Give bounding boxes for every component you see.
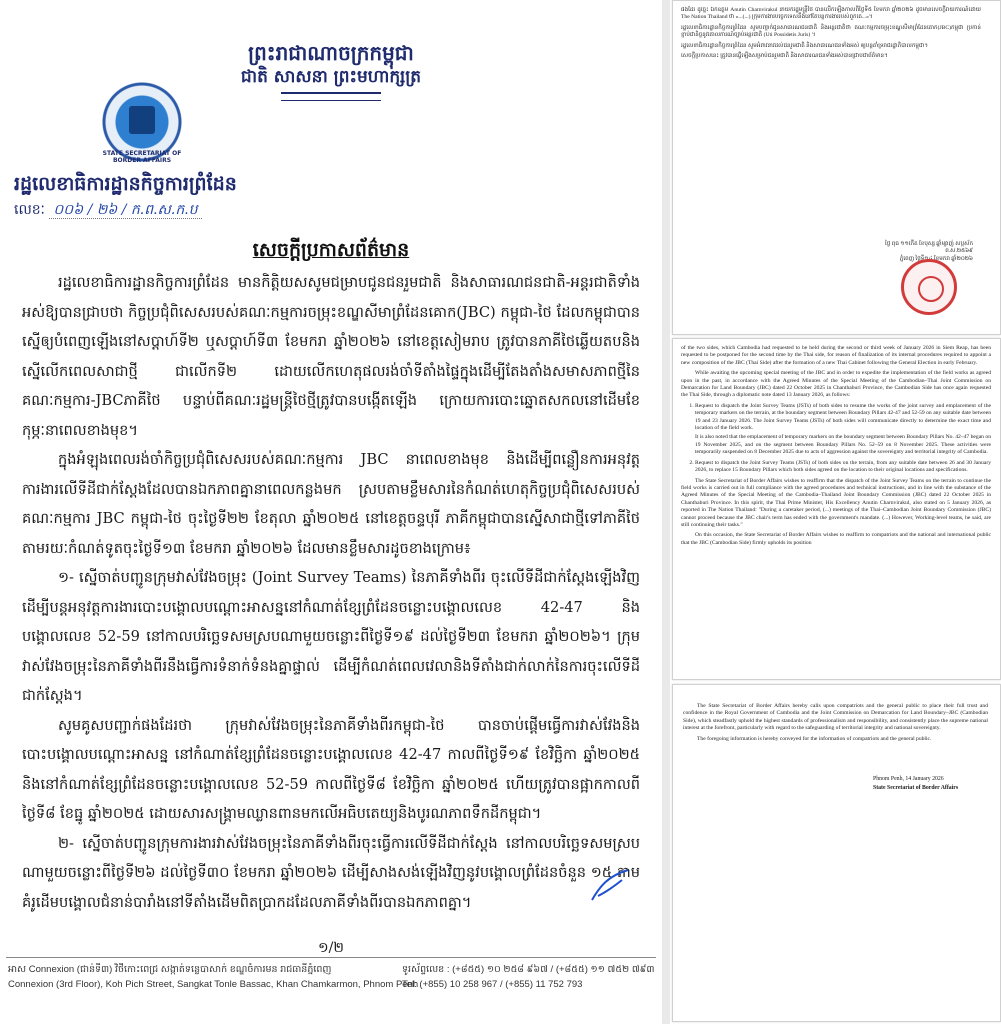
thumbnail-paragraph: សេចក្តីប្រកាសនេះ ត្រូវបានធ្វើឡើងសម្រាប់ជនរួមជាតិ និងសាធារណជនទាំងអស់បានជ្រាបជាព័ត៌មាន។ <box>681 53 888 60</box>
reference-number <box>14 200 202 221</box>
footer-phone-english: Tel: (+855) 10 258 967 / (+855) 11 752 793 <box>402 979 583 990</box>
list-item-note: It is also noted that the emplacement of temporary markers on the boundary segment between Boundary Pillars No. 42–47 began on 19 November 2025, and on the segment between Boundary Pillars No. 52–59 on 8 November 2025. These activities were temporarily suspended on 8 December 2025 due to acts of aggression against the sovereignty and territorial integrity of Cambodia. <box>695 434 991 456</box>
thumbnail-paragraph: ផងដែរ ដូច្នេះ ឯកឧត្តម Anutin Charnvirakul នាយករដ្ឋមន្ត្រីថៃ បានលើកឡើងកាលពីថ្ងៃទី៥ ខែមករា ឆ្នាំ២០២៦ ដូចមានសេចក្តីរាយការណ៍ដោយ The Nation Thailand ថា «...(...) ក្រុមការងារបច្ចេកទេសនឹងនៅតែបន្តការងាររបស់ពួកគេ...»។ <box>681 7 981 21</box>
page-gutter <box>662 0 670 1024</box>
footer-address <box>8 962 418 992</box>
place-date: Phnom Penh, 14 January 2026 <box>873 776 944 782</box>
body-paragraph: ២- ស្នើចាត់បញ្ជូនក្រុមការងារវាស់វែងចម្រុះនៃភាគីទាំងពីរចុះធ្វើការលើទីដីជាក់ស្តែង នៅកាលបរិច្ឆេទសមស្របណាមួយចន្លោះពីថ្ងៃទី២៦ ដល់ថ្ងៃទី៣០ ខែមករា ឆ្នាំ២០២៦ ដើម្បីសាងសង់ឡើងវិញនូវបង្គោលព្រំដែនចំនួន ១៥ តាមគំរូដើមបង្គោលជំនាន់បារាំងនៅទីតាំងដើមពិតប្រាកដដែលភាគីទាំងពីរបានឯកភាពគ្នា។ <box>22 834 640 911</box>
official-stamp-icon <box>901 259 957 315</box>
body-paragraph: ១- ស្នើចាត់បញ្ជូនក្រុមវាស់វែងចម្រុះ (Joint Survey Teams) នៃភាគីទាំងពីរ ចុះលើទីដីជាក់ស្តែងឡើងវិញ ដើម្បីបន្តអនុវត្តការងារបោះបង្គោលបណ្តោះអាសន្ននៅកំណាត់ខ្សែព្រំដែនចន្លោះបង្គោលលេខ 42-47 និងបង្គោលលេខ 52-59 នៅកាលបរិច្ឆេទសមស្របណាមួយចន្លោះពីថ្ងៃទី១៩ ដល់ថ្ងៃទី២៣ ខែមករា ឆ្នាំ២០២៦។ ក្រុមវាស់វែងចម្រុះនៃភាគីទាំងពីរនឹងធ្វើការទំនាក់ទំនងគ្នាផ្ទាល់ ដើម្បីកំណត់ពេលវេលានិងទីតាំងជាក់លាក់នៃការចុះលើទីដីជាក់ស្តែង។ <box>22 569 640 704</box>
page-title: សេចក្តីប្រកាសព័ត៌មាន <box>252 239 410 261</box>
thumbnail-english-page-1 <box>672 338 1001 680</box>
seal-emblem-icon <box>129 106 155 134</box>
place-date: ភ្នំពេញ ថ្ងៃទី១៤ ខែមករា ឆ្នាំ២០២៦ <box>899 255 973 262</box>
footer-divider <box>6 957 656 958</box>
footer-address-khmer: អាស Connexion (ជាន់ទី៣) វិថីកោះពេជ្រ សង្កាត់ទន្លេបាសាក់ ខណ្ឌចំការមន រាជធានីភ្នំពេញ <box>8 964 332 975</box>
body-paragraph: រដ្ឋលេខាធិការដ្ឋានកិច្ចការព្រំដែន មានកិត្តិយសសូមជម្រាបជូនជនរួមជាតិ និងសាធារណជនជាតិ-អន្តរជាតិទាំងអស់ឱ្យបានជ្រាបថា កិច្ចប្រជុំពិសេសរបស់គណៈកម្មការចម្រុះខណ្ឌសីមាព្រំដែនគោក(JBC) កម្ពុជា-ថៃ ដែលកម្ពុជាបានស្នើឲ្យបំពេញឡើងនៅសប្តាហ៍ទី២ ឬសប្តាហ៍ទី៣ ខែមករា ឆ្នាំ២០២៦ នៅខេត្តសៀមរាប ត្រូវបានភាគីថៃឆ្លើយតបនិងស្នើលើកពេលសាជាថ្មី ជាលើកទី២ ដោយលើកហេតុផលរង់ចាំទីតាំងផ្ទៃក្នុងដើម្បីតែងតាំងសមាសភាពថ្មីនៃគណៈកម្មការ-JBCភាគីថៃ បន្ទាប់ពីគណៈរដ្ឋមន្ត្រីថៃថ្មីត្រូវបានបង្កើតឡើង ក្រោយការបោះឆ្នោតសកលនៅដើមខែកុម្ភៈនាពេលខាងមុខ។ <box>22 274 640 439</box>
thumbnail-paragraph: The State Secretariat of Border Affairs hereby calls upon compatriots and the general public to place their full trust and confidence in the Royal Government of Cambodia and the Joint Commission on Demarcation for Land Boundary–JBC (Cambodian Side), which steadfastly uphold the highest standards of professionalism and responsibility, and consistently place the supreme national interest at the forefront, particularly with regard to the safeguarding of territorial integrity and national sovereignty. <box>683 703 988 732</box>
list-item-text: Request to dispatch the Joint Survey Teams (JSTs) of both sides to resume the works of the joint survey and emplacement of the temporary markers on the terrain, at the boundary segment between Boundary Pillars 42-47 and 52-59 on any suitable date between 19 and 23 January 2026. The Joint Survey Teams (JSTs) of both sides will communicate directly to determine the exact time and location of the field work. <box>695 402 991 432</box>
footer-phone <box>402 962 655 992</box>
heading-ornament <box>281 92 381 101</box>
thumbnail-text <box>683 703 988 746</box>
request-list <box>681 403 991 475</box>
thumbnail-khmer-page-2 <box>672 0 1001 335</box>
list-item <box>695 460 991 475</box>
thumbnail-paragraph: of the two sides, which Cambodia had requested to be held during the second or third week of January 2026 in Siem Reap, has been requested to be postponed for the second time by the Thai side, for reason of finalization of its internal procedures required to appoint a new composition of the JBC (Thai Side) after the formation of a new Thai Cabinet following the General Election in early February. <box>681 345 991 366</box>
kingdom-heading: ព្រះរាជាណាចក្រកម្ពុជា <box>248 41 414 65</box>
signature-block <box>873 775 958 793</box>
list-item-text: Request to dispatch the Joint Survey Teams (JSTs) of both sides on the terrain, from any suitable date between 26 and 30 January 2026, to replace 15 Boundary Pillars which both sides agreed on the location to their original locations and specifications. <box>695 459 991 474</box>
thumbnail-paragraph: While awaiting the upcoming special meeting of the JBC and in order to expedite the implementation of the field works as agreed upon in the past, in accordance with the Agreed Minutes of the Special Meeting of the Cambodian–Thai Joint Commission on Demarcation for Land Boundary (JBC) dated 22 October 2025 in Chanthaburi Province, the Cambodian Side has once again requested the Thai Side, through a diplomatic note dated 13 January 2026, as follows: <box>681 370 991 399</box>
body-paragraph: សូមគូសបញ្ជាក់ផងដែរថា ក្រុមវាស់វែងចម្រុះនៃភាគីទាំងពីរកម្ពុជា-ថៃ បានចាប់ផ្តើមធ្វើការវាស់វែងនិងបោះបង្គោលបណ្តោះអាសន្ន នៅកំណាត់ខ្សែព្រំដែនចន្លោះបង្គោលលេខ 42-47 កាលពីថ្ងៃទី១៩ ខែវិច្ឆិកា ឆ្នាំ២០២៥ និងនៅកំណាត់ខ្សែព្រំដែនចន្លោះបង្គោលលេខ 52-59 កាលពីថ្ងៃទី៨ ខែវិច្ឆិកា ឆ្នាំ២០២៥ ហើយត្រូវបានផ្អាកកាលពីថ្ងៃទី៨ ខែធ្នូ ឆ្នាំ២០២៥ ដោយសារសង្គ្រាមឈ្លានពានមកលើអធិបតេយ្យនិងបូរណភាពទឹកដីកម្ពុជា។ <box>22 716 640 822</box>
thumbnail-text <box>681 345 991 550</box>
initials-signature <box>588 866 632 906</box>
thumbnail-paragraph: រដ្ឋលេខាធិការដ្ឋានកិច្ចការព្រំដែន សូមបញ្ជាក់ជូនសាធារណជនជាតិ និងអន្តរជាតិថា គណៈកម្មការចម្រុះខណ្ឌសីមាព្រំដែនគោក(JBC)កម្ពុជា ប្រកាន់ខ្ជាប់ជានិច្ចនូវគោលការណ៍ច្បាប់អន្តរជាតិ (Uti Possidetis Juris) ។ <box>681 24 981 39</box>
document-body <box>22 268 640 917</box>
thumbnail-english-page-2 <box>672 684 1001 1022</box>
body-paragraph: ក្នុងអំឡុងពេលរង់ចាំកិច្ចប្រជុំពិសេសរបស់គណៈកម្មការ JBC នាពេលខាងមុខ និងដើម្បីពន្លឿនការអនុវត្តការងារលើទីដីជាក់ស្តែងដែលបានឯកភាពគ្នានាពេលកន្លងមក ស្របតាមខ្លឹមសារនៃកំណត់ហេតុកិច្ចប្រជុំពិសេសរបស់គណៈកម្មការ JBC កម្ពុជា-ថៃ ចុះថ្ងៃទី២២ ខែតុលា ឆ្នាំ២០២៥ នៅខេត្តចន្ទបុរី ភាគីកម្ពុជាបានស្នើសាជាថ្មីទៅភាគីថៃ តាមរយៈកំណត់ទូតចុះថ្ងៃទី១៣ ខែមករា ឆ្នាំ២០២៦ ដែលមានខ្លឹមសារដូចខាងក្រោម៖ <box>22 451 640 557</box>
thumbnail-paragraph: On this occasion, the State Secretariat of Border Affairs wishes to reaffirm to compatriots and the national and international public that the JBC (Cambodian Side) firmly upholds its position <box>681 532 991 546</box>
footer-phone-khmer: ទូរស័ព្ទលេខ : (+៨៥៥) ១០ ២៥៨ ៩៦៧ / (+៨៥៥) ១១ ៧៥២ ៧៩៣ <box>402 964 655 975</box>
reference-value: ០០៦ / ២៦ / ក.ព.ស.ក.ប <box>49 202 201 219</box>
signatory: State Secretariat of Border Affairs <box>873 785 959 791</box>
thumbnail-paragraph: រដ្ឋលេខាធិការដ្ឋានកិច្ចការព្រំដែន សូមអំពាវនាវដល់ជនរួមជាតិ និងសាធារណជនទាំងអស់ ឲ្យបន្តគាំទ្ររាជរដ្ឋាភិបាលកម្ពុជា។ <box>681 42 928 49</box>
reference-label: លេខៈ <box>14 202 45 218</box>
lunar-date: ថ្ងៃ ពុធ ១១កើត ខែបុស្ស ឆ្នាំម្សាញ់ សប្តស័ក ព.ស.២៥៦៩ <box>885 241 973 255</box>
list-item <box>695 403 991 457</box>
nation-motto: ជាតិ សាសនា ព្រះមហាក្សត្រ <box>240 67 422 87</box>
seal-caption: STATE SECRETARIAT OF BORDER AFFAIRS <box>102 150 182 164</box>
thumbnail-paragraph: The foregoing information is hereby conveyed for the information of compatriots and the general public. <box>697 735 932 742</box>
thumbnail-text <box>681 7 981 63</box>
thumbnail-paragraph: The State Secretariat of Border Affairs wishes to reaffirm that the dispatch of the Joint Survey Teams on the terrain to continue the field works is carried out in full compliance with the agreed procedures and technical instructions, and in line with the substance of the Agreed Minutes of the Special Meeting of the Cambodia–Thailand Joint Boundary Commission (JBC) dated 22 October 2025 in Chanthaburi Province. In this spirit, the Thai Prime Minister, His Excellency Anutin Charnvirakul, also stated on 5 January 2026, as reported in The Nation Thailand: "During a caretaker period, (...) meetings of the Thai–Cambodian Joint Boundary Commission (JBC) cannot proceed because the JBC chair's term has ended with the government's mandate. (...) However, Working-level teams, he said, are still continuing their tasks." <box>681 477 991 528</box>
page-number: ១/២ <box>318 940 344 956</box>
footer-address-english: Connexion (3rd Floor), Koh Pich Street, Sangkat Tonle Bassac, Khan Chamkarmon, Phnom Penh <box>8 979 419 990</box>
organization-name: រដ្ឋលេខាធិការដ្ឋានកិច្ចការព្រំដែន <box>14 173 237 195</box>
